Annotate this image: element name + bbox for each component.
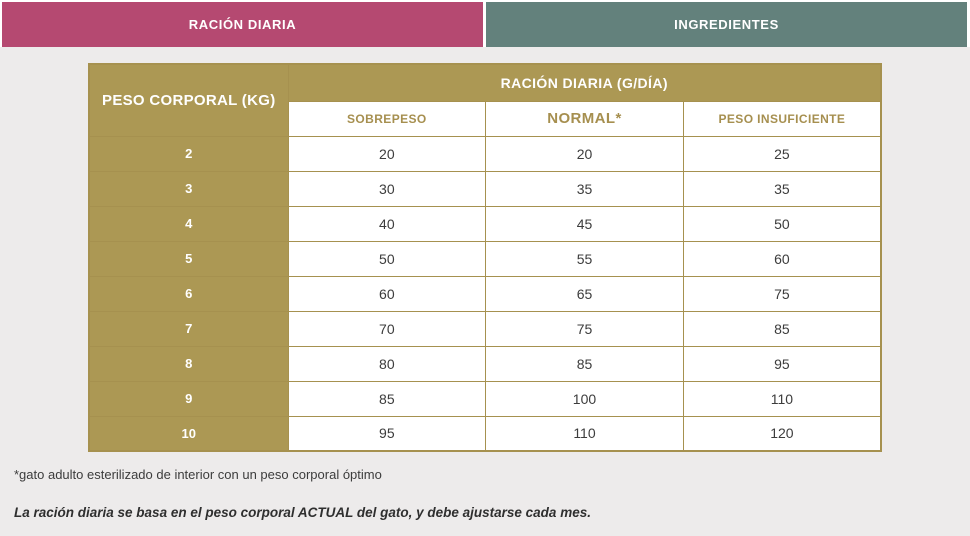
ration-value-cell: 20 — [486, 136, 684, 171]
table-row — [89, 311, 881, 346]
weight-cell: 8 — [89, 346, 288, 381]
ration-value-cell: 30 — [288, 171, 486, 206]
ration-value-cell: 25 — [683, 136, 881, 171]
ration-value-cell: 80 — [288, 346, 486, 381]
ration-value-cell: 60 — [288, 276, 486, 311]
weight-cell: 5 — [89, 241, 288, 276]
ration-value-cell: 70 — [288, 311, 486, 346]
weight-cell: 6 — [89, 276, 288, 311]
ration-value-cell: 85 — [486, 346, 684, 381]
ration-value-cell: 95 — [683, 346, 881, 381]
ration-value-cell: 85 — [288, 381, 486, 416]
ration-value-cell: 40 — [288, 206, 486, 241]
group-header-racion-diaria: RACIÓN DIARIA (G/DÍA) — [288, 64, 881, 101]
table-row — [89, 416, 881, 451]
tab-ingredientes[interactable]: INGREDIENTES — [486, 2, 967, 47]
column-header-peso-insuficiente: PESO INSUFICIENTE — [683, 101, 881, 136]
weight-cell: 4 — [89, 206, 288, 241]
ration-value-cell: 50 — [288, 241, 486, 276]
footnote-asterisk: *gato adulto esterilizado de interior con un peso corporal óptimo — [14, 467, 382, 482]
ration-value-cell: 110 — [683, 381, 881, 416]
tab-racion-diaria[interactable]: RACIÓN DIARIA — [2, 2, 483, 47]
table-row — [89, 136, 881, 171]
tab-bar — [0, 0, 970, 47]
column-header-sobrepeso: SOBREPESO — [288, 101, 486, 136]
ration-value-cell: 65 — [486, 276, 684, 311]
ration-value-cell: 75 — [683, 276, 881, 311]
ration-value-cell: 60 — [683, 241, 881, 276]
feeding-table-container — [88, 63, 882, 452]
footnote-adjust-note: La ración diaria se basa en el peso corporal ACTUAL del gato, y debe ajustarse cada mes. — [14, 505, 591, 520]
table-row — [89, 241, 881, 276]
column-header-normal: NORMAL* — [486, 101, 684, 136]
ration-value-cell: 85 — [683, 311, 881, 346]
weight-cell: 10 — [89, 416, 288, 451]
ration-value-cell: 35 — [683, 171, 881, 206]
ration-value-cell: 95 — [288, 416, 486, 451]
ration-value-cell: 20 — [288, 136, 486, 171]
feeding-table — [88, 63, 882, 452]
ration-value-cell: 100 — [486, 381, 684, 416]
ration-value-cell: 45 — [486, 206, 684, 241]
table-row — [89, 346, 881, 381]
weight-cell: 9 — [89, 381, 288, 416]
weight-cell: 7 — [89, 311, 288, 346]
weight-cell: 3 — [89, 171, 288, 206]
weight-cell: 2 — [89, 136, 288, 171]
ration-value-cell: 55 — [486, 241, 684, 276]
table-header-row — [89, 64, 881, 101]
corner-header-peso-corporal: PESO CORPORAL (KG) — [89, 64, 288, 136]
ration-value-cell: 35 — [486, 171, 684, 206]
table-row — [89, 276, 881, 311]
ration-value-cell: 50 — [683, 206, 881, 241]
table-row — [89, 381, 881, 416]
ration-value-cell: 120 — [683, 416, 881, 451]
table-row — [89, 206, 881, 241]
table-row — [89, 171, 881, 206]
ration-value-cell: 110 — [486, 416, 684, 451]
ration-value-cell: 75 — [486, 311, 684, 346]
